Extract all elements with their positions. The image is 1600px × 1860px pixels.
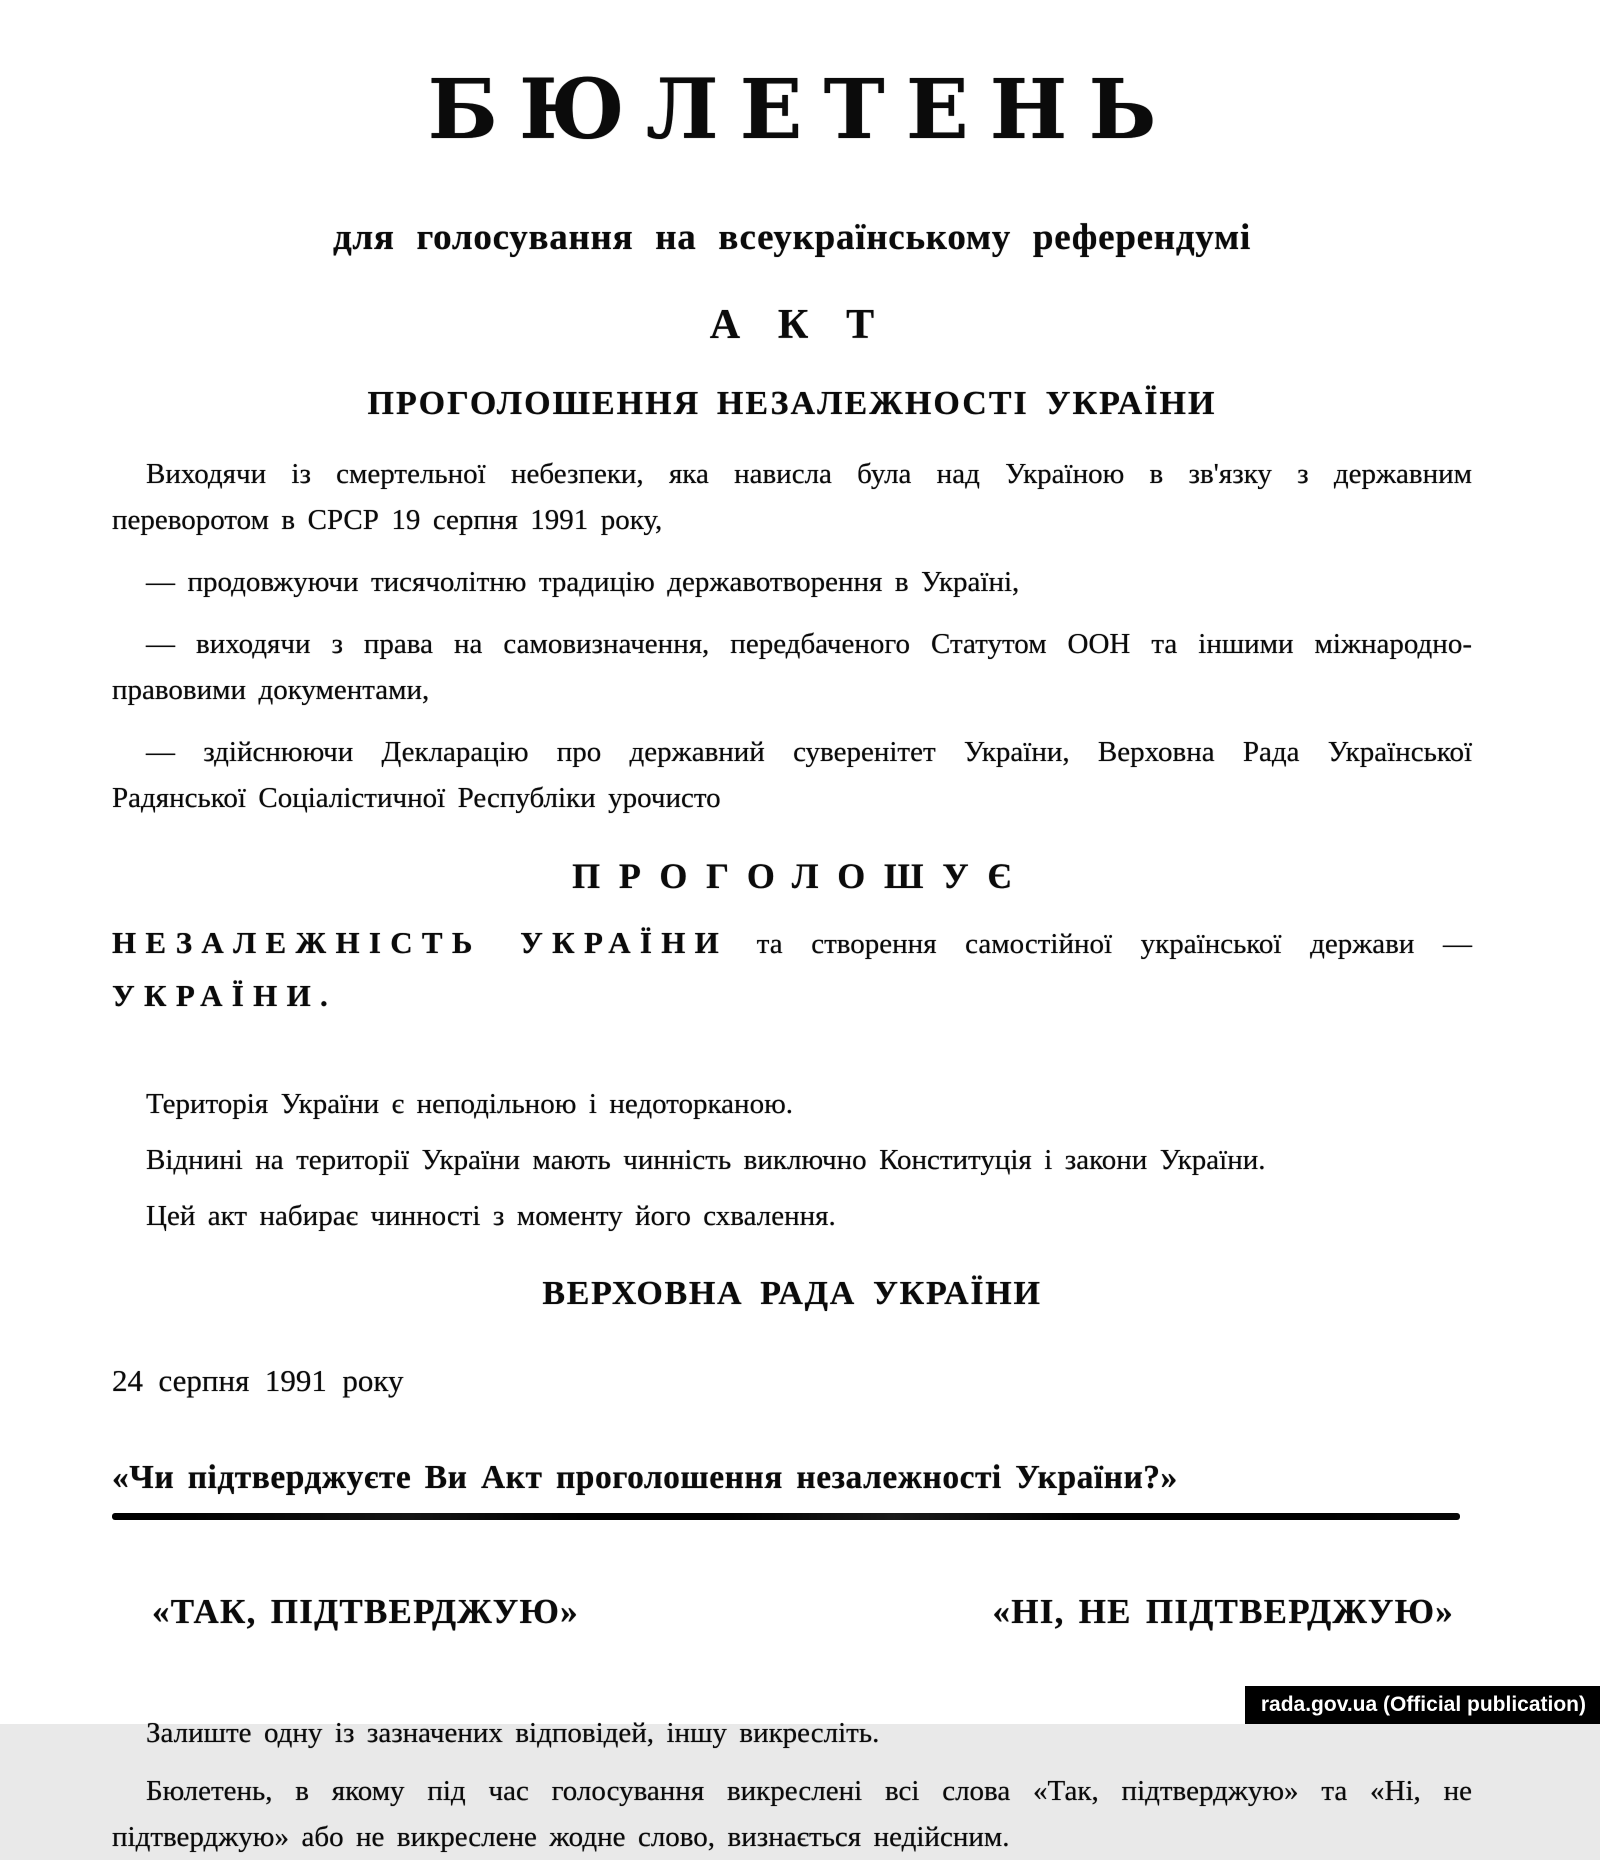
ballot-title: БЮЛЕТЕНЬ xyxy=(427,62,1178,158)
answer-yes-option: «ТАК, ПІДТВЕРДЖУЮ» xyxy=(152,1592,579,1631)
date-line: 24 серпня 1991 року xyxy=(112,1363,404,1398)
answer-options xyxy=(112,1592,1472,1632)
instruction-paragraph-1: Залиште одну із зазначених відповідей, іншу викресліть. xyxy=(146,1717,880,1749)
act-clause-2: — виходячи з права на самовизначення, передбаченого Статутом ООН та іншими міжнародно-правовими документами, xyxy=(112,628,1472,706)
voting-instructions xyxy=(112,1710,1472,1860)
question-underline-rule xyxy=(112,1513,1460,1520)
act-body-paragraph-constitution: Віднині на території України мають чинність виключно Конституція і закони України. xyxy=(146,1144,1266,1176)
referendum-question: «Чи підтверджуєте Ви Акт проголошення незалежності України?» xyxy=(112,1459,1178,1496)
act-body-paragraph-territory: Територія України є неподільною і недоторканою. xyxy=(146,1088,793,1120)
ballot-content xyxy=(112,0,1472,1860)
proclamation-emphasis-independence: НЕЗАЛЕЖНІСТЬ УКРАЇНИ xyxy=(112,925,729,960)
proclamation-text: та створення самостійної української держави — xyxy=(728,928,1472,960)
proclamation-emphasis-ukraine: УКРАЇНИ. xyxy=(112,978,338,1013)
proclamation-paragraph xyxy=(112,917,1472,1023)
act-heading: АКТ xyxy=(709,302,912,348)
act-subheading: ПРОГОЛОШЕННЯ НЕЗАЛЕЖНОСТІ УКРАЇНИ xyxy=(367,385,1217,422)
act-body xyxy=(112,1081,1472,1239)
act-clause-3: — здійснюючи Декларацію про державний суверенітет України, Верховна Рада Української Радянської Соціалістичної Республіки урочисто xyxy=(112,736,1472,814)
act-body-paragraph-effective: Цей акт набирає чинності з моменту його схвалення. xyxy=(146,1200,836,1232)
instruction-paragraph-2: Бюлетень, в якому під час голосування викреслені всі слова «Так, підтверджую» та «Ні, не підтверджую» або не викреслене жодне слово, визнається недійсним. xyxy=(112,1775,1472,1853)
act-clause-1: — продовжуючи тисячолітню традицію державотворення в Україні, xyxy=(146,566,1020,598)
act-preamble: Виходячи із смертельної небезпеки, яка нависла була над Україною в зв'язку з державним переворотом в СРСР 19 серпня 1991 року, xyxy=(112,458,1472,536)
proclaims-heading: ПРОГОЛОШУЄ xyxy=(572,856,1031,896)
authority-line: ВЕРХОВНА РАДА УКРАЇНИ xyxy=(542,1275,1042,1312)
ballot-subtitle: для голосування на всеукраїнському референдумі xyxy=(332,217,1252,258)
answer-no-option: «НІ, НЕ ПІДТВЕРДЖУЮ» xyxy=(992,1592,1454,1631)
source-attribution-badge: rada.gov.ua (Official publication) xyxy=(1245,1686,1600,1724)
